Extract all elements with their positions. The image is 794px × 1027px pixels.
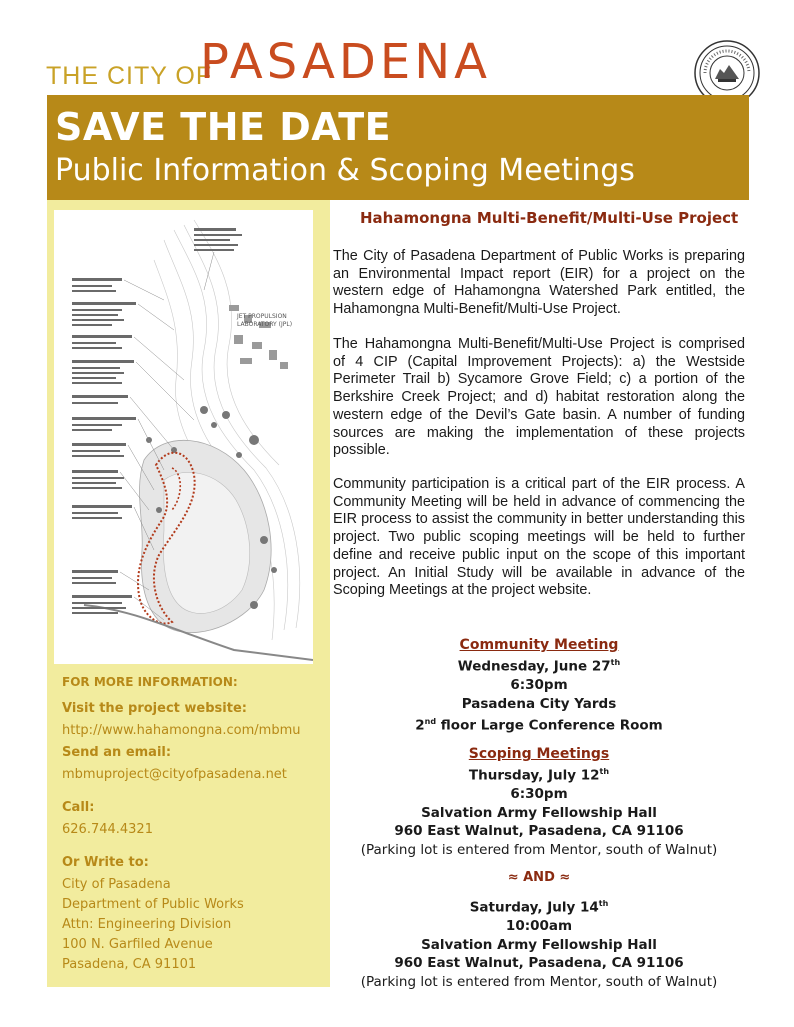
- scoping-second-time: 10:00am: [505, 918, 573, 934]
- scoping-second-note: (Parking lot is entered from Mentor, south of Walnut): [360, 973, 718, 990]
- address-line: Attn: Engineering Division: [62, 917, 232, 932]
- contact-info: [62, 675, 324, 975]
- scoping-first-note: (Parking lot is entered from Mentor, south of Walnut): [360, 841, 718, 858]
- svg-text:LABORATORY (JPL): LABORATORY (JPL): [237, 321, 293, 328]
- mailing-address: [62, 875, 324, 975]
- project-site-map: [54, 210, 313, 664]
- scoping-first-address: 960 East Walnut, Pasadena, CA 91106: [394, 823, 684, 839]
- call-label: Call:: [62, 800, 95, 815]
- address-line: City of Pasadena: [62, 877, 171, 892]
- cip-paragraph: The Hahamongna Multi-Benefit/Multi-Use Project is comprised of 4 CIP (Capital Improvement Projects): a) the Westside Perimeter Trail b) Sycamore Grove Field; c) a portion of the Berkshire Creek Project; and d) habitat restoration along the western edge of the Devil’s Gate basin. A number of funding sources are making the implementation of these projects possible.: [333, 336, 745, 459]
- scoping-first-date: Thursday, July 12th: [468, 767, 610, 784]
- banner-subtitle: Public Information & Scoping Meetings: [55, 153, 635, 188]
- scoping-meetings-heading: Scoping Meetings: [468, 746, 610, 762]
- write-label: Or Write to:: [62, 855, 149, 870]
- phone-number[interactable]: 626.744.4321: [62, 822, 153, 837]
- participation-paragraph: Community participation is a critical part of the EIR process. A Community Meeting will be held in advance of commencing the EIR process to assist the community in better understanding this project. Two public scoping meetings will be held to further define and receive public input on the scope of this important project. An Initial Study will be available in advance of the Scoping Meetings at the project website.: [333, 476, 745, 599]
- contact-heading: FOR MORE INFORMATION:: [62, 675, 238, 689]
- website-label: Visit the project website:: [62, 701, 247, 716]
- email-label: Send an email:: [62, 745, 172, 760]
- community-meeting-place: Pasadena City Yards: [461, 695, 617, 712]
- community-meeting-room: 2nd floor Large Conference Room: [415, 717, 663, 734]
- scoping-first-time: 6:30pm: [510, 786, 568, 802]
- email-link[interactable]: mbmuproject@cityofpasadena.net: [62, 767, 287, 782]
- and-separator: ≈ AND ≈: [507, 870, 571, 885]
- address-line: Pasadena, CA 91101: [62, 957, 197, 972]
- svg-text:JET PROPULSION: JET PROPULSION: [237, 313, 287, 320]
- community-meeting-heading: Community Meeting: [459, 637, 619, 653]
- address-line: Department of Public Works: [62, 897, 244, 912]
- city-of-label: THE CITY OF: [46, 62, 213, 90]
- banner-title: SAVE THE DATE: [55, 105, 392, 149]
- community-meeting-time: 6:30pm: [510, 677, 568, 693]
- community-meeting-date: Wednesday, June 27th: [457, 658, 621, 675]
- city-name-logo: PASADENA: [200, 34, 491, 90]
- scoping-second-address: 960 East Walnut, Pasadena, CA 91106: [394, 955, 684, 971]
- meeting-schedule: [333, 636, 745, 991]
- save-the-date-banner: [47, 95, 749, 200]
- website-link[interactable]: http://www.hahamongna.com/mbmu: [62, 723, 301, 738]
- scoping-second-date: Saturday, July 14th: [469, 899, 609, 916]
- project-title: Hahamongna Multi-Benefit/Multi-Use Project: [360, 209, 739, 227]
- scoping-second-place: Salvation Army Fellowship Hall: [421, 936, 657, 953]
- intro-paragraph: The City of Pasadena Department of Public Works is preparing an Environmental Impact report (EIR) for a project on the western edge of Hahamongna Watershed Park entitled, the Hahamongna Multi-Benefit/Multi-Use Project.: [333, 248, 745, 318]
- address-line: 100 N. Garfiled Avenue: [62, 937, 213, 952]
- scoping-first-place: Salvation Army Fellowship Hall: [421, 804, 657, 821]
